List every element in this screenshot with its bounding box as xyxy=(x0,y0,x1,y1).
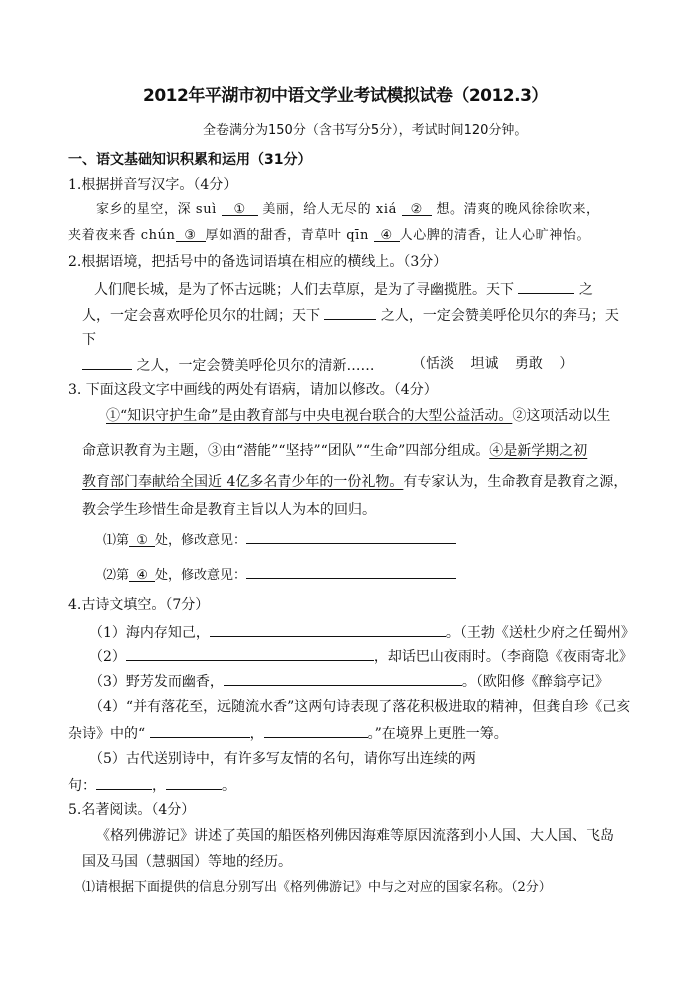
q5-paragraph-2: 国及马国（慧骃国）等地的经历。 xyxy=(82,854,292,870)
q5-paragraph-1: 《格列佛游记》讲述了英国的船医格列佛因海难等原因流落到小人国、大人国、飞岛 xyxy=(96,828,614,844)
q5-subquestion-1: ⑴请根据下面提供的信息分别写出《格列佛游记》中与之对应的国家名称。（2分） xyxy=(82,880,552,895)
answer-blank[interactable] xyxy=(176,226,206,242)
q1-text: 想。清爽的晚风徐徐吹来， xyxy=(431,202,600,217)
answer-blank[interactable] xyxy=(224,670,462,686)
q2-line-3: 下 xyxy=(82,332,96,348)
answer-blank[interactable] xyxy=(246,563,456,579)
q4-item-4-cont xyxy=(68,722,508,744)
q2-text: 人们爬长城，是为了怀古远眺；人们去草原，是为了寻幽揽胜。天下 xyxy=(94,282,519,298)
answer-blank[interactable] xyxy=(210,621,446,637)
poem-text: ， xyxy=(249,726,264,742)
blank-marker: ② xyxy=(410,202,423,217)
underlined-sentence: ④是新学期之初 xyxy=(489,443,588,459)
option-word: （恬淡 xyxy=(412,356,454,372)
q1-line-2 xyxy=(68,226,590,246)
answer-blank[interactable] xyxy=(222,200,258,216)
q4-item-1 xyxy=(89,621,635,643)
q3-text: 有专家认为，生命教育是教育之源， xyxy=(403,474,628,490)
blank-marker: ① xyxy=(233,202,246,217)
q3-answer-1 xyxy=(103,528,456,551)
q2-text: 人，一定会喜欢呼伦贝尔的壮阔；天下 xyxy=(82,308,325,324)
poem-source: 。（欧阳修《醉翁亭记》 xyxy=(461,674,609,690)
underlined-sentence: ①“知识守护生命”是由教育部与中央电视台联合的大型公益活动。 xyxy=(106,408,513,424)
answer-blank[interactable] xyxy=(96,774,152,790)
poem-text: （1）海内存知己， xyxy=(89,625,210,641)
q2-text: 之人，一定会赞美呼伦贝尔的清新…… xyxy=(132,358,375,374)
poem-text: ， xyxy=(152,778,166,794)
q3-line-2 xyxy=(82,441,587,461)
q2-heading: 2.根据语境，把括号中的备选词语填在相应的横线上。（3分） xyxy=(68,254,448,270)
q1-text: 家乡的星空，深 suì xyxy=(96,202,222,217)
q3-line-3 xyxy=(82,472,627,492)
poem-source: ，却话巴山夜雨时。（李商隐《夜雨寄北》 xyxy=(373,649,633,665)
exam-info: 全卷满分为150分（含书写分5分），考试时间120分钟。 xyxy=(203,123,528,138)
q1-text: 夹着夜来香 chún xyxy=(68,228,176,243)
q3-answer-label: 处，修改意见： xyxy=(155,533,247,548)
q3-line-4: 教会学生珍惜生命是教育主旨以人为本的回归。 xyxy=(82,502,376,518)
q1-text: 人心脾的清香，让人心旷神怡。 xyxy=(399,228,591,243)
marker-text: ④ xyxy=(136,568,148,583)
q3-answer-label: ⑵第 xyxy=(103,568,130,583)
poem-text: （3）野芳发而幽香， xyxy=(89,674,224,690)
answer-blank[interactable] xyxy=(374,226,400,242)
q4-item-5: （5）古代送别诗中，有许多写友情的名句，请你写出连续的两 xyxy=(89,751,476,767)
q1-text: 美丽，给人无尽的 xiá xyxy=(257,202,402,217)
answer-blank[interactable] xyxy=(518,278,574,294)
poem-text: 。 xyxy=(222,778,236,794)
q2-text: 之人，一定会赞美呼伦贝尔的奔马；天 xyxy=(376,308,619,324)
q4-item-3 xyxy=(89,670,609,692)
answer-blank[interactable] xyxy=(246,528,456,544)
q4-item-4: （4）“并有落花至，远随流水香”这两句诗表现了落花积极进取的精神，但龚自珍《己亥 xyxy=(89,699,631,715)
poem-text: 杂诗》中的“ xyxy=(68,726,150,742)
q1-heading: 1.根据拼音写汉字。（4分） xyxy=(68,177,238,193)
option-word: ） xyxy=(559,356,574,372)
q2-line-4 xyxy=(82,354,374,376)
poem-text: （2） xyxy=(89,649,126,665)
answer-blank[interactable] xyxy=(150,722,250,738)
blank-marker: ③ xyxy=(184,228,197,243)
answer-blank[interactable] xyxy=(126,645,374,661)
blank-marker xyxy=(129,531,155,547)
q1-text: 厚如酒的甜香，青草叶 qīn xyxy=(205,228,374,243)
poem-text: 。”在境界上更胜一筹。 xyxy=(367,726,508,742)
exam-title: 2012年平湖市初中语文学业考试模拟试卷（2012.3） xyxy=(143,86,548,106)
answer-blank[interactable] xyxy=(166,774,222,790)
blank-marker: ④ xyxy=(380,228,393,243)
q2-options xyxy=(412,354,573,374)
q3-answer-label: 处，修改意见： xyxy=(155,568,247,583)
answer-blank[interactable] xyxy=(402,200,432,216)
q3-heading: 3. 下面这段文字中画线的两处有语病，请加以修改。（4分） xyxy=(68,382,438,398)
q3-answer-2 xyxy=(103,563,456,586)
option-word: 坦诚 xyxy=(470,356,499,372)
q2-line-1 xyxy=(94,278,593,300)
q4-heading: 4.古诗文填空。（7分） xyxy=(68,597,210,613)
poem-text: 句： xyxy=(68,778,96,794)
q3-answer-label: ⑴第 xyxy=(103,533,130,548)
answer-blank[interactable] xyxy=(264,722,368,738)
answer-blank[interactable] xyxy=(82,354,132,370)
blank-marker xyxy=(129,566,155,582)
marker-text: ① xyxy=(136,533,148,548)
q4-item-5-cont xyxy=(68,774,236,796)
q3-text: 命意识教育为主题，③由“潜能”“坚持”“团队”“生命”四部分组成。 xyxy=(82,443,490,459)
q2-text: 之 xyxy=(574,282,593,298)
q1-line-1 xyxy=(96,200,600,220)
q3-text: ②这项活动以生 xyxy=(512,408,611,424)
answer-blank[interactable] xyxy=(324,304,376,320)
q5-heading: 5.名著阅读。（4分） xyxy=(68,802,196,818)
underlined-sentence: 教育部门奉献给全国近 4亿多名青少年的一份礼物。 xyxy=(82,474,404,490)
q4-item-2 xyxy=(89,645,633,667)
q2-line-2 xyxy=(82,304,619,326)
option-word: 勇敢 xyxy=(514,356,543,372)
q3-line-1 xyxy=(106,406,610,426)
poem-source: 。（王勃《送杜少府之任蜀州》 xyxy=(445,625,635,641)
section-heading-1: 一、语文基础知识积累和运用（31分） xyxy=(68,152,312,168)
